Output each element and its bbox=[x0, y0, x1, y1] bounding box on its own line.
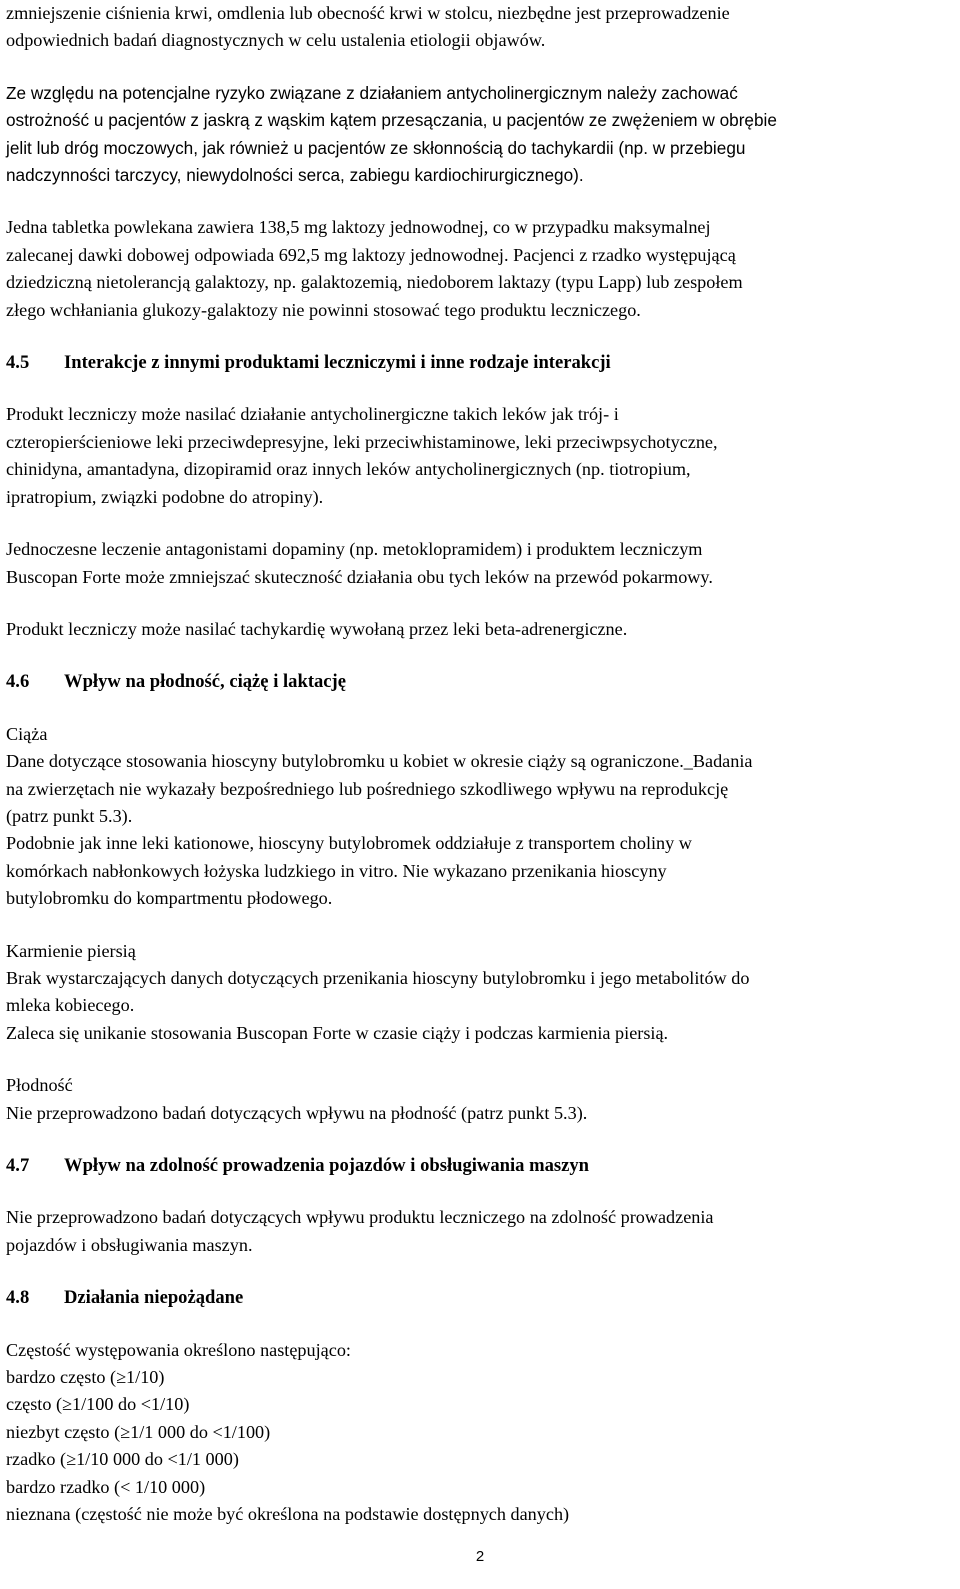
frequency-intro: Częstość występowania określono następująco: bbox=[6, 1339, 351, 1360]
frequency-item: nieznana (częstość nie może być określona na podstawie dostępnych danych) bbox=[6, 1504, 570, 1525]
section-title: Interakcje z innymi produktami leczniczymi i inne rodzaje interakcji bbox=[64, 352, 611, 374]
section-title: Wpływ na płodność, ciążę i laktację bbox=[64, 671, 347, 693]
text-line: Produkt leczniczy może nasilać tachykardię wywołaną przez leki beta-adrenergiczne. bbox=[6, 618, 628, 639]
text-line: Nie przeprowadzono badań dotyczących wpływu produktu leczniczego na zdolność prowadzenia bbox=[6, 1207, 714, 1228]
text-line: czteropierścieniowe leki przeciwdepresyjne, leki przeciwhistaminowe, leki przeciwpsychotyczne, bbox=[6, 431, 718, 452]
section-heading-4-8 bbox=[6, 1284, 950, 1311]
section-number: 4.7 bbox=[6, 1155, 30, 1176]
frequency-item: rzadko (≥1/10 000 do <1/1 000) bbox=[6, 1449, 239, 1470]
document-page bbox=[6, 0, 950, 1528]
fertility-block bbox=[6, 1072, 950, 1127]
text-line: Jedna tabletka powlekana zawiera 138,5 mg laktozy jednowodnej, co w przypadku maksymalnej bbox=[6, 217, 711, 238]
frequency-list bbox=[6, 1337, 950, 1529]
subheading-pregnancy: Ciąża bbox=[6, 723, 48, 744]
frequency-item: często (≥1/100 do <1/10) bbox=[6, 1394, 190, 1415]
text-line: pojazdów i obsługiwania maszyn. bbox=[6, 1234, 253, 1255]
text-line: odpowiednich badań diagnostycznych w celu ustalenia etiologii objawów. bbox=[6, 30, 546, 51]
interaction-paragraph-1 bbox=[6, 401, 950, 511]
section-title: Działania niepożądane bbox=[64, 1287, 244, 1309]
text-line: Buscopan Forte może zmniejszać skuteczność działania obu tych leków na przewód pokarmowy. bbox=[6, 566, 713, 587]
section-number: 4.5 bbox=[6, 352, 30, 374]
section-number: 4.6 bbox=[6, 671, 30, 693]
breastfeeding-block bbox=[6, 938, 950, 1048]
interaction-paragraph-2 bbox=[6, 536, 950, 591]
lactose-paragraph bbox=[6, 214, 950, 324]
interaction-paragraph-3 bbox=[6, 616, 950, 643]
text-line: (patrz punkt 5.3). bbox=[6, 805, 133, 826]
text-line: Produkt leczniczy może nasilać działanie antycholinergiczne takich leków jak trój- i bbox=[6, 404, 619, 425]
section-heading-4-7 bbox=[6, 1152, 950, 1179]
pregnancy-block bbox=[6, 721, 950, 913]
frequency-item: niezbyt często (≥1/1 000 do <1/100) bbox=[6, 1421, 271, 1442]
text-line: komórkach nabłonkowych łożyska ludzkiego in vitro. Nie wykazano przenikania hioscyny bbox=[6, 860, 667, 881]
section-heading-4-6 bbox=[6, 668, 950, 695]
page-number: 2 bbox=[475, 1548, 485, 1565]
subheading-breastfeeding: Karmienie piersią bbox=[6, 940, 136, 961]
text-line: Jednoczesne leczenie antagonistami dopaminy (np. metoklopramidem) i produktem leczniczym bbox=[6, 539, 703, 560]
section-number: 4.8 bbox=[6, 1287, 30, 1309]
text-line: nadczynności tarczycy, niewydolności serca, zabiegu kardiochirurgicznego). bbox=[6, 165, 584, 186]
frequency-item: bardzo rzadko (< 1/10 000) bbox=[6, 1476, 206, 1497]
text-line: Brak wystarczających danych dotyczących przenikania hioscyny butylobromku i jego metabolitów do bbox=[6, 967, 750, 988]
section-title: Wpływ na zdolność prowadzenia pojazdów i obsługiwania maszyn bbox=[64, 1155, 590, 1176]
text-line: dziedziczną nietolerancją galaktozy, np. galaktozemią, niedoborem laktazy (typu Lapp) lub zespołem bbox=[6, 272, 743, 293]
text-line: Nie przeprowadzono badań dotyczących wpływu na płodność (patrz punkt 5.3). bbox=[6, 1102, 588, 1123]
text-line: zalecanej dawki dobowej odpowiada 692,5 mg laktozy jednowodnej. Pacjenci z rzadko występującą bbox=[6, 244, 736, 265]
text-line: Podobnie jak inne leki kationowe, hioscyny butylobromek oddziałuje z transportem choliny w bbox=[6, 833, 692, 854]
text-line: zmniejszenie ciśnienia krwi, omdlenia lub obecność krwi w stolcu, niezbędne jest przeprowadzenie bbox=[6, 3, 730, 23]
text-line: chinidyna, amantadyna, dizopiramid oraz innych leków antycholinergicznych (np. tiotropium, bbox=[6, 459, 691, 480]
text-line: na zwierzętach nie wykazały bezpośredniego lub pośredniego szkodliwego wpływu na reprodukcję bbox=[6, 778, 729, 799]
frequency-item: bardzo często (≥1/10) bbox=[6, 1367, 165, 1388]
text-line: Zaleca się unikanie stosowania Buscopan Forte w czasie ciąży i podczas karmienia piersią. bbox=[6, 1022, 669, 1043]
section-heading-4-5 bbox=[6, 349, 950, 376]
text-line: Dane dotyczące stosowania hioscyny butylobromku u kobiet w okresie ciąży są ograniczone._Badania bbox=[6, 751, 753, 772]
anticholinergic-paragraph bbox=[6, 80, 950, 190]
driving-paragraph bbox=[6, 1204, 950, 1259]
subheading-fertility: Płodność bbox=[6, 1075, 73, 1096]
text-line: jelit lub dróg moczowych, jak również u pacjentów ze skłonnością do tachykardii (np. w przebiegu bbox=[6, 137, 746, 158]
text-line: Ze względu na potencjalne ryzyko związane z działaniem antycholinergicznym należy zachować bbox=[6, 82, 738, 103]
text-line: mleka kobiecego. bbox=[6, 995, 135, 1016]
intro-paragraph bbox=[6, 0, 950, 55]
text-line: złego wchłaniania glukozy-galaktozy nie powinni stosować tego produktu leczniczego. bbox=[6, 299, 641, 320]
text-line: butylobromku do kompartmentu płodowego. bbox=[6, 888, 333, 909]
text-line: ipratropium, związki podobne do atropiny). bbox=[6, 486, 324, 507]
text-line: ostrożność u pacjentów z jaskrą z wąskim kątem przesączania, u pacjentów ze zwężeniem w obrębie bbox=[6, 110, 777, 131]
